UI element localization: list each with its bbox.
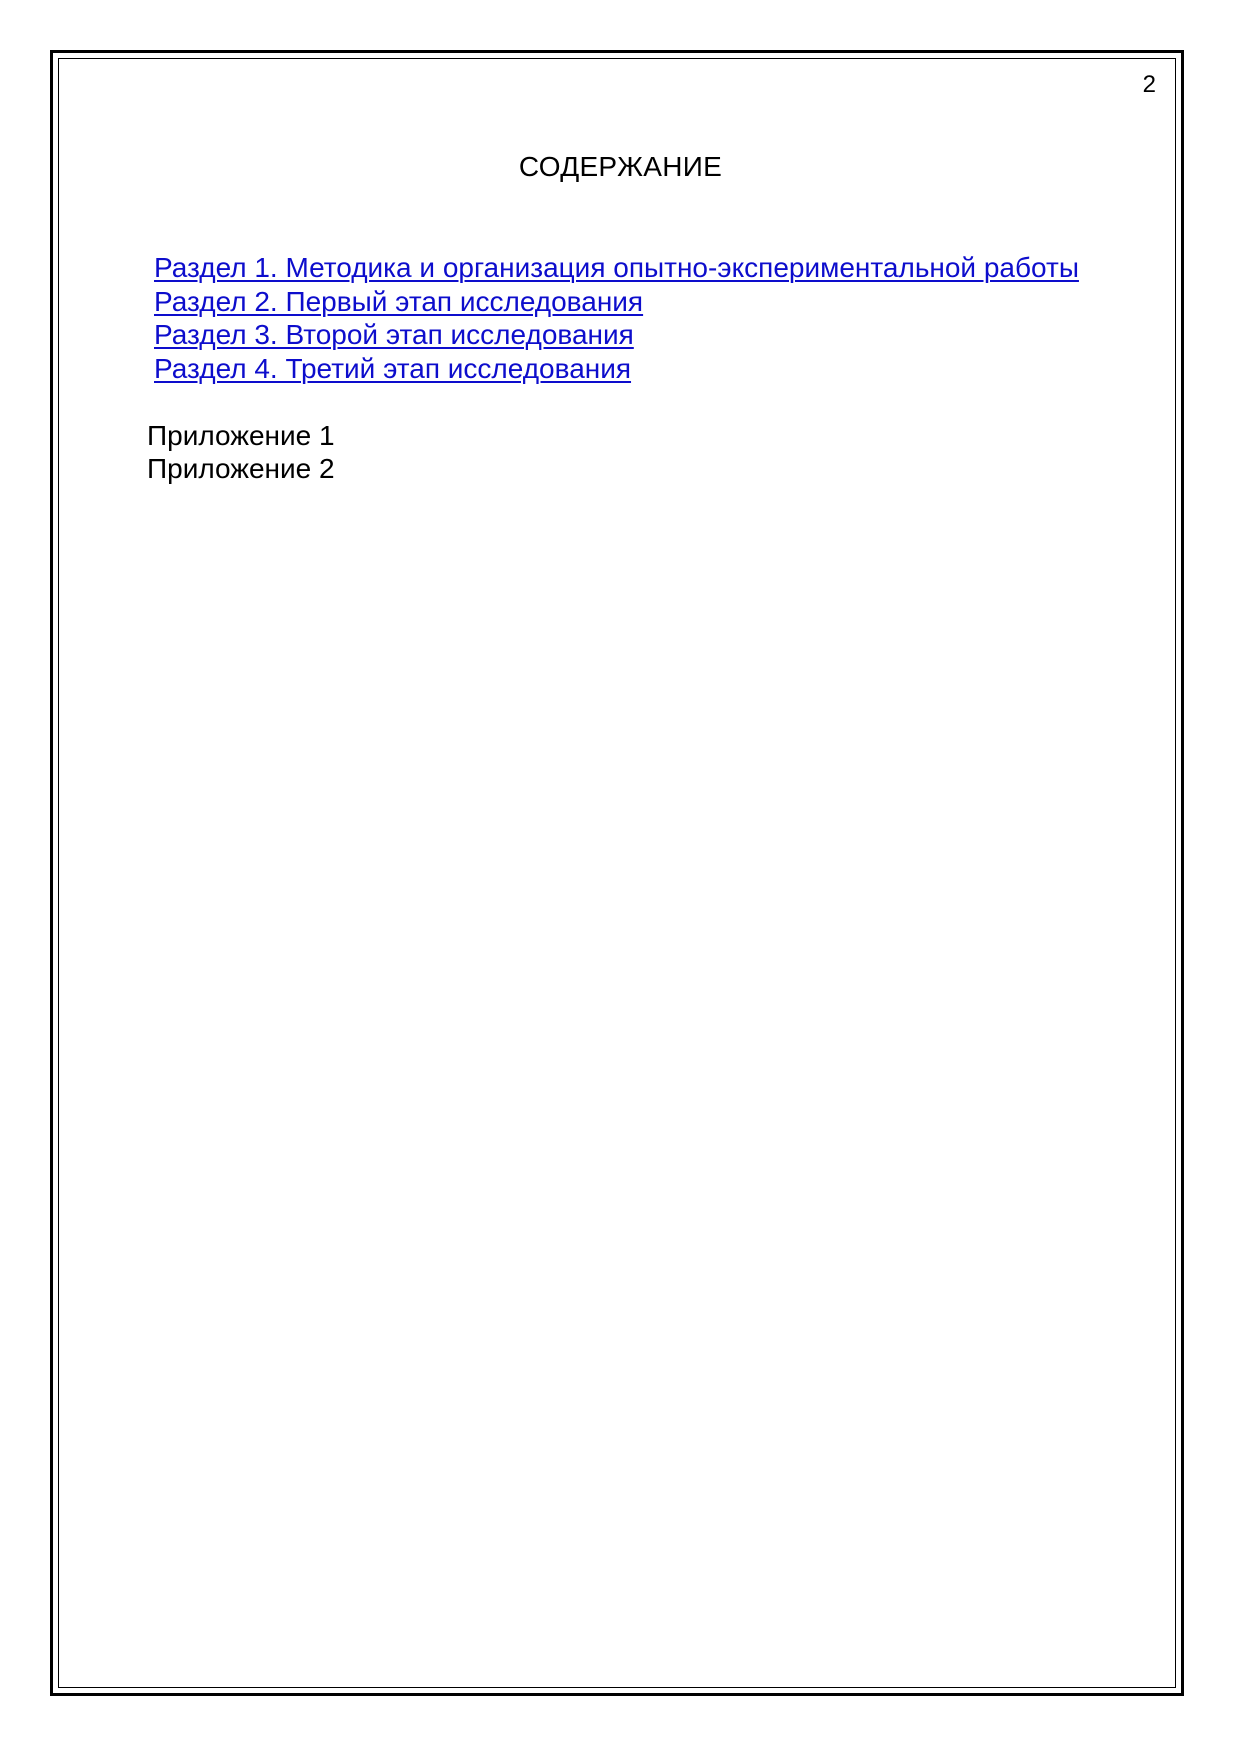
list-item xyxy=(154,251,1079,285)
toc-appendix-1: Приложение 1 xyxy=(147,420,335,451)
page-number: 2 xyxy=(1142,71,1156,98)
toc-link-section-2[interactable]: Раздел 2. Первый этап исследования xyxy=(154,285,644,317)
toc-link-section-4[interactable]: Раздел 4. Третий этап исследования xyxy=(154,352,632,384)
toc-link-section-3[interactable]: Раздел 3. Второй этап исследования xyxy=(154,319,634,350)
toc-appendix-list xyxy=(147,419,335,485)
list-item xyxy=(154,352,1079,386)
list-item xyxy=(154,285,1079,319)
list-item xyxy=(154,318,1079,352)
page-title: СОДЕРЖАНИЕ xyxy=(518,151,723,182)
toc-link-section-1[interactable]: Раздел 1. Методика и организация опытно-экспериментальной работы xyxy=(154,252,1079,283)
toc-section-list xyxy=(154,251,1079,385)
toc-appendix-2: Приложение 2 xyxy=(147,453,335,484)
